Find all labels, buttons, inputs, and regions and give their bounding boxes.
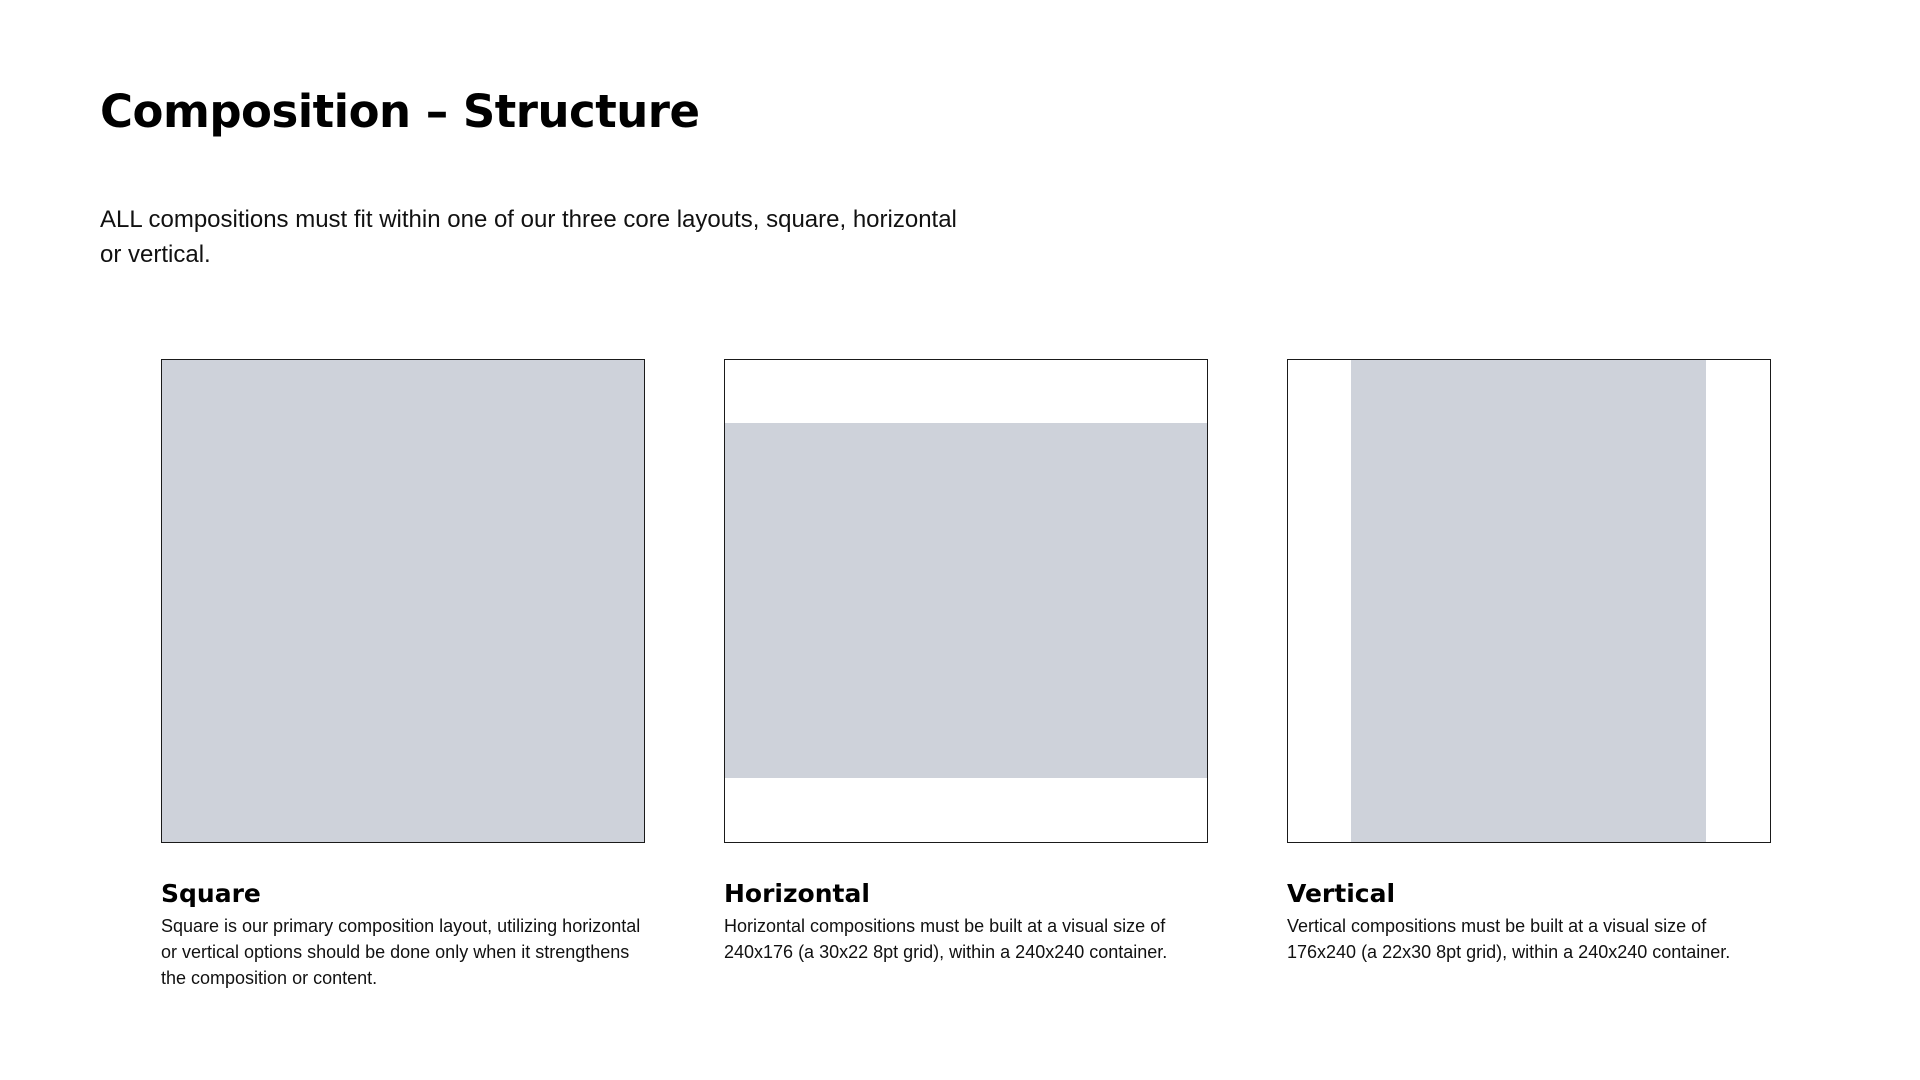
square-visual-area [162,360,644,842]
square-description: Square is our primary composition layout, utilizing horizontal or vertical options should be done only when it strengthens the composition or content. [161,916,641,988]
page-title: Composition – Structure [100,85,700,138]
layout-card-vertical [1287,359,1771,965]
layout-card-horizontal [724,359,1208,965]
horizontal-visual-area [725,423,1207,778]
horizontal-title: Horizontal [724,879,870,908]
intro-text: ALL compositions must fit within one of our three core layouts, square, horizontal or vertical. [100,206,957,268]
vertical-layout-frame [1287,359,1771,843]
horizontal-layout-frame [724,359,1208,843]
layout-card-square [161,359,645,991]
vertical-title: Vertical [1287,879,1396,908]
square-layout-frame [161,359,645,843]
square-title: Square [161,879,261,908]
vertical-visual-area [1351,360,1706,842]
vertical-description: Vertical compositions must be built at a visual size of 176x240 (a 22x30 8pt grid), within a 240x240 container. [1287,916,1731,962]
horizontal-description: Horizontal compositions must be built at a visual size of 240x176 (a 30x22 8pt grid), within a 240x240 container. [724,916,1168,962]
